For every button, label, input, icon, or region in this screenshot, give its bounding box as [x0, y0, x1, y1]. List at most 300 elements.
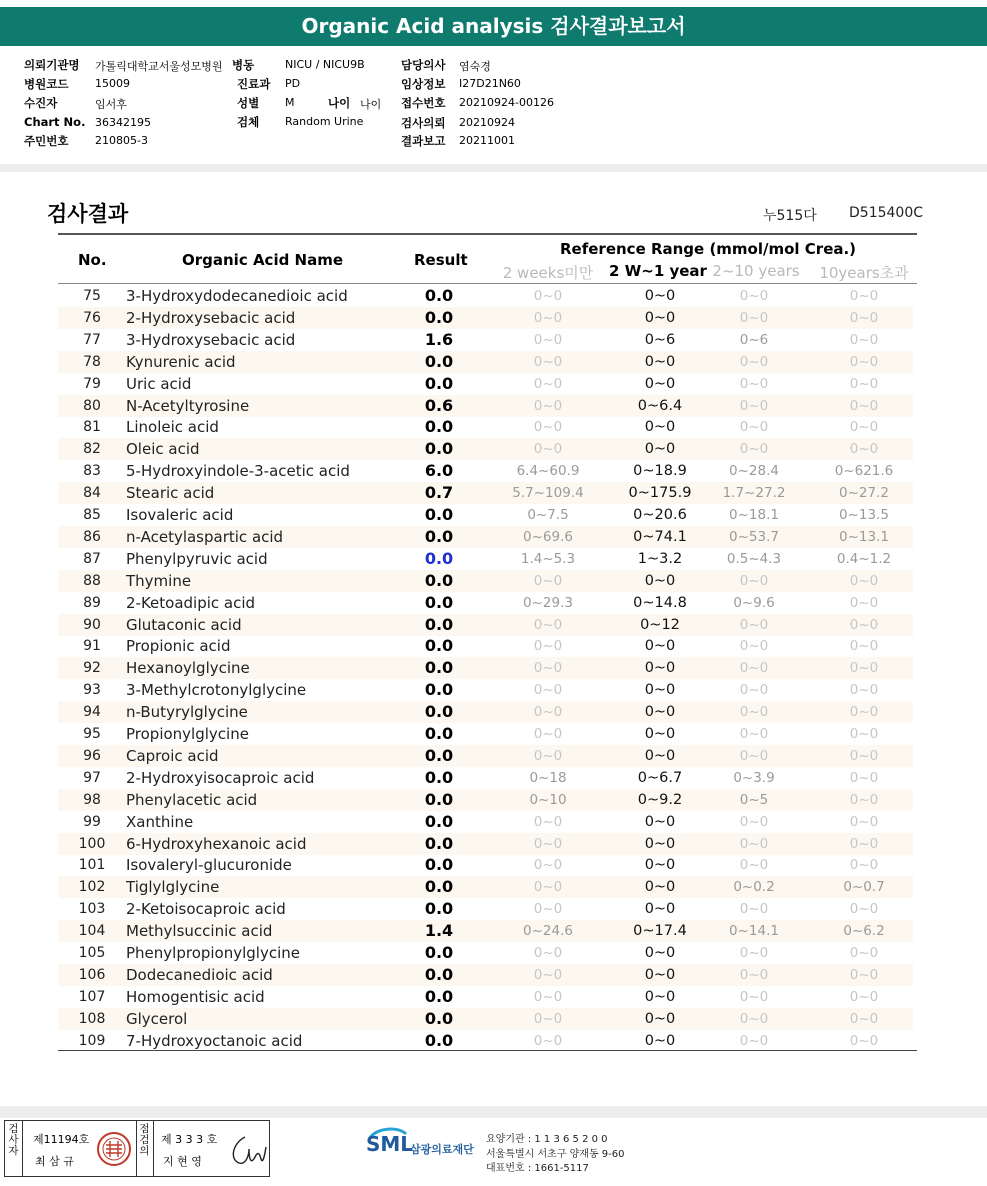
row-number: 82 [83, 441, 101, 458]
row-number: 75 [83, 288, 101, 304]
range-2w-1y: 1~3.2 [637, 550, 683, 567]
result-value: 0.0 [424, 789, 454, 809]
range-over-10y: 0~0 [849, 288, 879, 304]
table-row [58, 920, 913, 942]
result-value: 0.0 [424, 964, 454, 984]
row-number: 97 [83, 769, 101, 786]
result-value: 0.0 [424, 351, 454, 371]
range-over-10y: 0~0 [849, 397, 879, 414]
table-header-rule [58, 283, 917, 284]
range-2w-1y: 0~0 [644, 441, 676, 458]
table-row [58, 811, 913, 833]
row-number: 109 [78, 1032, 106, 1049]
row-number: 103 [78, 901, 106, 918]
organic-acid-name: 7-Hydroxyoctanoic acid [126, 1031, 303, 1050]
table-row [58, 504, 913, 526]
range-2-10y: 0~0 [739, 288, 769, 304]
organic-acid-name: Hexanoylglycine [126, 659, 250, 678]
organic-acid-name: 2-Ketoisocaproic acid [126, 900, 286, 919]
organic-acid-name: 3-Hydroxysebacic acid [126, 330, 296, 349]
sml-logo-text: SML [366, 1132, 414, 1156]
sex-value: M [285, 96, 295, 109]
range-2w-1y: 0~0 [644, 726, 676, 742]
organic-acid-name: 2-Hydroxysebacic acid [126, 308, 296, 327]
signature-divider [22, 1121, 23, 1176]
table-row [58, 745, 913, 767]
range-2w-1y: 0~0 [644, 1032, 676, 1049]
table-row [58, 329, 913, 351]
specimen-label: 검체 [237, 115, 260, 129]
range-2w-1y: 0~6 [644, 331, 676, 348]
result-value: 1.4 [424, 921, 454, 941]
row-number: 90 [83, 616, 101, 633]
organic-acid-name: 3-Methylcrotonylglycine [126, 681, 307, 700]
range-2-10y: 0~3.9 [733, 769, 775, 786]
confirmer-name: 지 현 영 [163, 1155, 202, 1168]
receipt-no-value: 20210924-00126 [459, 96, 554, 109]
confirmer-label: 점검의 [139, 1123, 150, 1157]
range-over-10y: 0~0 [849, 901, 879, 918]
row-number: 85 [83, 507, 101, 523]
table-row [58, 438, 913, 460]
range-under-2-weeks: 0~0 [533, 441, 563, 458]
organic-acid-name: Xanthine [126, 812, 194, 831]
range-2w-1y: 0~6.4 [637, 397, 683, 414]
range-under-2-weeks: 5.7~109.4 [512, 485, 584, 502]
result-value: 0.0 [424, 417, 454, 437]
range-2-10y: 0~0 [739, 966, 769, 983]
receipt-no-label: 접수번호 [401, 96, 446, 110]
range-2-10y: 0~0 [739, 747, 769, 764]
section-separator [0, 164, 987, 172]
table-row [58, 482, 913, 504]
footer-separator [0, 1106, 987, 1118]
range-over-10y: 0~0 [849, 769, 879, 786]
table-row [58, 767, 913, 789]
row-number: 99 [83, 813, 101, 830]
table-row [58, 307, 913, 329]
representative-phone: 대표번호 : 1661-5117 [486, 1163, 589, 1174]
table-row [58, 964, 913, 986]
range-over-10y: 0~0 [849, 353, 879, 370]
signature-divider [136, 1121, 137, 1176]
result-value: 0.0 [424, 680, 454, 700]
row-number: 95 [83, 726, 101, 742]
result-value: 0.6 [424, 395, 454, 415]
range-2w-1y: 0~0 [644, 375, 676, 392]
range-over-10y: 0~6.2 [843, 923, 885, 940]
range-under-2-weeks: 0~0 [533, 857, 563, 874]
row-number: 84 [83, 485, 101, 502]
result-value: 0.0 [424, 702, 454, 722]
range-under-2-weeks: 0~0 [533, 288, 563, 304]
organic-acid-name: Isovaleryl-glucuronide [126, 856, 292, 875]
table-bottom-rule [58, 1050, 917, 1051]
organic-acid-name: Thymine [126, 571, 192, 590]
range-over-10y: 0~0 [849, 945, 879, 961]
table-row [58, 723, 913, 745]
range-over-10y: 0~0 [849, 1010, 879, 1027]
range-2w-1y: 0~0 [644, 988, 676, 1005]
row-number: 100 [78, 835, 106, 852]
table-row [58, 1008, 913, 1030]
range-2w-1y: 0~0 [644, 309, 676, 326]
range-under-2-weeks: 0~24.6 [523, 923, 573, 940]
range-2w-1y: 0~0 [644, 813, 676, 830]
result-value: 0.7 [424, 483, 454, 503]
age-group-under-2-weeks: 2 weeks미만 [502, 264, 594, 282]
range-under-2-weeks: 0~0 [533, 813, 563, 830]
result-value: 0.0 [424, 877, 454, 897]
range-over-10y: 0~0 [849, 616, 879, 633]
organic-acid-name: N-Acetyltyrosine [126, 396, 250, 415]
organic-acid-name: Tiglylglycine [126, 878, 220, 897]
inspector-license: 제11194호 [33, 1133, 90, 1146]
result-value: 0.0 [424, 1008, 454, 1028]
range-2-10y: 0~0 [739, 857, 769, 874]
signature-divider [153, 1121, 154, 1176]
age-group-2-10y: 2~10 years [712, 262, 800, 280]
range-over-10y: 0~0 [849, 747, 879, 764]
organic-acid-name: Isovaleric acid [126, 506, 234, 524]
attending-doctor-label: 담당의사 [401, 58, 446, 72]
range-2-10y: 0~0 [739, 616, 769, 633]
inspector-name: 최 삼 규 [35, 1155, 74, 1168]
range-under-2-weeks: 0~69.6 [523, 528, 573, 545]
organic-acid-name: 2-Ketoadipic acid [126, 593, 256, 612]
result-value: 0.0 [424, 526, 454, 546]
range-2w-1y: 0~0 [644, 747, 676, 764]
range-over-10y: 0~0 [849, 441, 879, 458]
row-number: 93 [83, 682, 101, 699]
range-2w-1y: 0~14.8 [633, 594, 687, 611]
organic-acid-name: Glutaconic acid [126, 615, 242, 634]
range-2-10y: 0~0 [739, 375, 769, 392]
range-over-10y: 0~13.1 [839, 528, 889, 545]
range-2w-1y: 0~0 [644, 704, 676, 721]
row-number: 104 [78, 923, 106, 940]
age-label: 나이 [328, 96, 351, 110]
result-value: 0.0 [424, 614, 454, 634]
row-number: 87 [83, 550, 101, 567]
range-under-2-weeks: 0~0 [533, 726, 563, 742]
table-row [58, 942, 913, 964]
range-over-10y: 0~0 [849, 309, 879, 326]
inspector-seal-icon [96, 1131, 132, 1167]
range-under-2-weeks: 0~0 [533, 660, 563, 677]
range-2-10y: 0.5~4.3 [726, 550, 782, 567]
range-over-10y: 0~0 [849, 966, 879, 983]
table-row [58, 416, 913, 438]
table-row [58, 898, 913, 920]
organization-address: 서울특별시 서초구 양재동 9-60 [486, 1149, 625, 1160]
range-under-2-weeks: 0~18 [529, 769, 567, 786]
range-2w-1y: 0~12 [640, 616, 680, 633]
organic-acid-name: 5-Hydroxyindole-3-acetic acid [126, 462, 350, 481]
organic-acid-name: 3-Hydroxydodecanedioic acid [126, 287, 348, 305]
table-row [58, 701, 913, 723]
table-row [58, 854, 913, 876]
row-number: 79 [83, 375, 101, 392]
table-row [58, 986, 913, 1008]
table-row [58, 285, 913, 307]
range-under-2-weeks: 0~0 [533, 988, 563, 1005]
range-2-10y: 0~0 [739, 901, 769, 918]
range-2-10y: 0~0 [739, 441, 769, 458]
row-number: 108 [78, 1010, 106, 1027]
range-under-2-weeks: 0~0 [533, 945, 563, 961]
row-number: 80 [83, 397, 101, 414]
patient-info-section [0, 46, 987, 165]
row-number: 78 [83, 353, 101, 370]
range-over-10y: 0~0 [849, 572, 879, 589]
result-value: 0.0 [424, 570, 454, 590]
range-under-2-weeks: 0~0 [533, 638, 563, 655]
table-row [58, 548, 913, 570]
range-2-10y: 0~28.4 [729, 463, 779, 480]
range-2w-1y: 0~175.9 [628, 485, 692, 502]
range-under-2-weeks: 1.4~5.3 [520, 550, 576, 567]
range-2w-1y: 0~0 [644, 901, 676, 918]
range-2w-1y: 0~0 [644, 419, 676, 436]
clinical-info-label: 임상정보 [401, 77, 446, 91]
range-under-2-weeks: 0~0 [533, 682, 563, 699]
range-2w-1y: 0~0 [644, 288, 676, 304]
range-2-10y: 0~0 [739, 309, 769, 326]
row-number: 88 [83, 572, 101, 589]
test-code: D515400C [849, 205, 923, 221]
range-over-10y: 0~0 [849, 835, 879, 852]
result-value: 0.0 [424, 899, 454, 919]
organic-acid-name: Dodecanedioic acid [126, 965, 273, 984]
range-under-2-weeks: 0~0 [533, 1010, 563, 1027]
row-number: 101 [78, 857, 106, 874]
result-value: 0.0 [424, 505, 454, 524]
report-date-value: 20211001 [459, 134, 515, 147]
range-2w-1y: 0~0 [644, 572, 676, 589]
range-2w-1y: 0~6.7 [637, 769, 683, 786]
row-number: 94 [83, 704, 101, 721]
age-group-2w-1y: 2 W~1 year [609, 262, 707, 280]
range-2w-1y: 0~0 [644, 353, 676, 370]
range-2-10y: 0~0 [739, 638, 769, 655]
range-2-10y: 0~0 [739, 945, 769, 961]
organization-name: 삼광의료재단 [410, 1143, 474, 1156]
range-over-10y: 0~0 [849, 857, 879, 874]
range-over-10y: 0~0 [849, 375, 879, 392]
range-2-10y: 0~14.1 [729, 923, 779, 940]
inspector-label: 검사자 [8, 1123, 19, 1157]
organic-acid-name: 2-Hydroxyisocaproic acid [126, 768, 315, 787]
specimen-value: Random Urine [285, 115, 364, 128]
ward-value: NICU / NICU9B [285, 58, 365, 71]
row-number: 106 [78, 966, 106, 983]
confirmer-signature-icon [225, 1129, 267, 1169]
range-under-2-weeks: 0~0 [533, 397, 563, 414]
organic-acid-name: Propionic acid [126, 637, 231, 656]
range-2w-1y: 0~0 [644, 682, 676, 699]
organic-acid-name: Phenylpyruvic acid [126, 549, 268, 568]
test-code-korean: 누515다 [763, 208, 817, 224]
age-value: 나이 [360, 98, 382, 111]
result-value: 0.0 [424, 286, 454, 305]
column-header-no: No. [78, 251, 107, 269]
range-2-10y: 0~6 [739, 331, 769, 348]
report-title: Organic Acid analysis 검사결과보고서 [301, 14, 686, 38]
range-under-2-weeks: 0~0 [533, 353, 563, 370]
chart-no-label: Chart No. [24, 115, 86, 129]
table-row [58, 679, 913, 701]
result-value: 0.0 [424, 745, 454, 765]
result-value: 0.0 [424, 548, 454, 568]
range-2w-1y: 0~0 [644, 945, 676, 961]
range-under-2-weeks: 0~0 [533, 966, 563, 983]
result-value: 0.0 [424, 636, 454, 656]
result-value: 0.0 [424, 1030, 454, 1050]
table-row [58, 351, 913, 373]
hospital-code-label: 병원코드 [24, 77, 69, 91]
organic-acid-name: Homogentisic acid [126, 987, 265, 1006]
range-over-10y: 0~0 [849, 1032, 879, 1049]
range-under-2-weeks: 0~0 [533, 572, 563, 589]
sex-label: 성별 [237, 96, 260, 110]
range-2w-1y: 0~0 [644, 660, 676, 677]
result-value: 0.0 [424, 833, 454, 853]
range-2w-1y: 0~0 [644, 1010, 676, 1027]
attending-doctor-value: 염숙경 [459, 60, 491, 73]
result-value: 0.0 [424, 767, 454, 787]
organic-acid-name: Stearic acid [126, 484, 215, 503]
range-under-2-weeks: 0~0 [533, 879, 563, 896]
range-under-2-weeks: 0~0 [533, 309, 563, 326]
range-2-10y: 0~0 [739, 397, 769, 414]
range-2-10y: 0~0 [739, 726, 769, 742]
range-2w-1y: 0~0 [644, 879, 676, 896]
range-over-10y: 0~0 [849, 813, 879, 830]
range-under-2-weeks: 0~0 [533, 616, 563, 633]
chart-no-value: 36342195 [95, 116, 151, 129]
row-number: 102 [78, 879, 106, 896]
range-under-2-weeks: 0~29.3 [523, 594, 573, 611]
range-under-2-weeks: 0~0 [533, 375, 563, 392]
organic-acid-name: Caproic acid [126, 746, 219, 765]
range-2-10y: 0~0 [739, 660, 769, 677]
row-number: 77 [83, 331, 101, 348]
row-number: 91 [83, 638, 101, 655]
result-value: 0.0 [424, 811, 454, 831]
result-value: 0.0 [424, 658, 454, 678]
range-2-10y: 0~0 [739, 1032, 769, 1049]
range-under-2-weeks: 0~0 [533, 419, 563, 436]
organic-acid-name: Linoleic acid [126, 418, 219, 437]
range-2-10y: 0~0 [739, 572, 769, 589]
resident-no-label: 주민번호 [24, 134, 69, 148]
department-label: 진료과 [237, 77, 271, 91]
range-over-10y: 0~621.6 [834, 463, 894, 480]
column-header-name: Organic Acid Name [182, 251, 344, 269]
range-under-2-weeks: 0~0 [533, 704, 563, 721]
row-number: 86 [83, 528, 101, 545]
range-over-10y: 0~13.5 [839, 507, 889, 523]
report-date-label: 결과보고 [401, 134, 446, 148]
range-2-10y: 0~0 [739, 353, 769, 370]
range-2w-1y: 0~18.9 [633, 463, 687, 480]
confirmer-license: 제 3 3 3 호 [161, 1133, 218, 1146]
department-value: PD [285, 77, 301, 90]
column-header-result: Result [414, 251, 468, 269]
range-over-10y: 0~0 [849, 682, 879, 699]
hospital-code-value: 15009 [95, 77, 130, 90]
range-2-10y: 0~0 [739, 1010, 769, 1027]
result-value: 0.0 [424, 373, 454, 393]
range-2-10y: 0~0 [739, 704, 769, 721]
care-institution-number: 요양기관 : 1 1 3 6 5 2 0 0 [486, 1134, 608, 1145]
organic-acid-name: 6-Hydroxyhexanoic acid [126, 834, 307, 853]
range-2w-1y: 0~17.4 [633, 923, 687, 940]
table-row [58, 657, 913, 679]
range-2w-1y: 0~0 [644, 966, 676, 983]
row-number: 107 [78, 988, 106, 1005]
range-over-10y: 0~0 [849, 726, 879, 742]
patient-value: 임서후 [95, 98, 127, 111]
range-over-10y: 0~0 [849, 791, 879, 808]
range-2-10y: 0~5 [739, 791, 769, 808]
table-row [58, 460, 913, 482]
result-value: 6.0 [424, 461, 454, 481]
range-2w-1y: 0~0 [644, 857, 676, 874]
request-date-label: 검사의뢰 [401, 116, 446, 130]
row-number: 81 [83, 419, 101, 436]
range-over-10y: 0~0 [849, 988, 879, 1005]
range-under-2-weeks: 0~0 [533, 901, 563, 918]
range-2w-1y: 0~9.2 [637, 791, 683, 808]
range-2-10y: 0~0 [739, 988, 769, 1005]
table-top-rule [58, 233, 917, 235]
result-value: 0.0 [424, 855, 454, 875]
range-over-10y: 0~0 [849, 660, 879, 677]
table-row [58, 592, 913, 614]
range-2-10y: 0~0 [739, 682, 769, 699]
result-value: 0.0 [424, 307, 454, 327]
range-2-10y: 0~0.2 [733, 879, 775, 896]
range-over-10y: 0~0 [849, 419, 879, 436]
result-value: 0.0 [424, 439, 454, 459]
range-over-10y: 0.4~1.2 [836, 550, 892, 567]
range-2w-1y: 0~74.1 [633, 528, 687, 545]
table-row [58, 526, 913, 548]
result-value: 0.0 [424, 986, 454, 1006]
organic-acid-name: Phenylpropionylglycine [126, 944, 301, 962]
table-row [58, 614, 913, 636]
range-over-10y: 0~0 [849, 704, 879, 721]
organic-acid-name: Glycerol [126, 1009, 188, 1028]
signature-box [4, 1120, 270, 1177]
column-header-reference-range: Reference Range (mmol/mol Crea.) [560, 240, 857, 258]
organic-acid-name: n-Acetylaspartic acid [126, 527, 284, 546]
results-heading: 검사결과 [47, 202, 129, 226]
table-row [58, 789, 913, 811]
range-2-10y: 0~0 [739, 835, 769, 852]
result-value: 0.0 [424, 943, 454, 962]
patient-label: 수진자 [24, 96, 58, 110]
range-under-2-weeks: 0~7.5 [527, 507, 569, 523]
table-row [58, 1030, 913, 1052]
request-date-value: 20210924 [459, 116, 515, 129]
organic-acid-name: Phenylacetic acid [126, 790, 258, 809]
resident-no-value: 210805-3 [95, 134, 148, 147]
range-over-10y: 0~0 [849, 594, 879, 611]
organic-acid-name: Propionylglycine [126, 725, 249, 743]
